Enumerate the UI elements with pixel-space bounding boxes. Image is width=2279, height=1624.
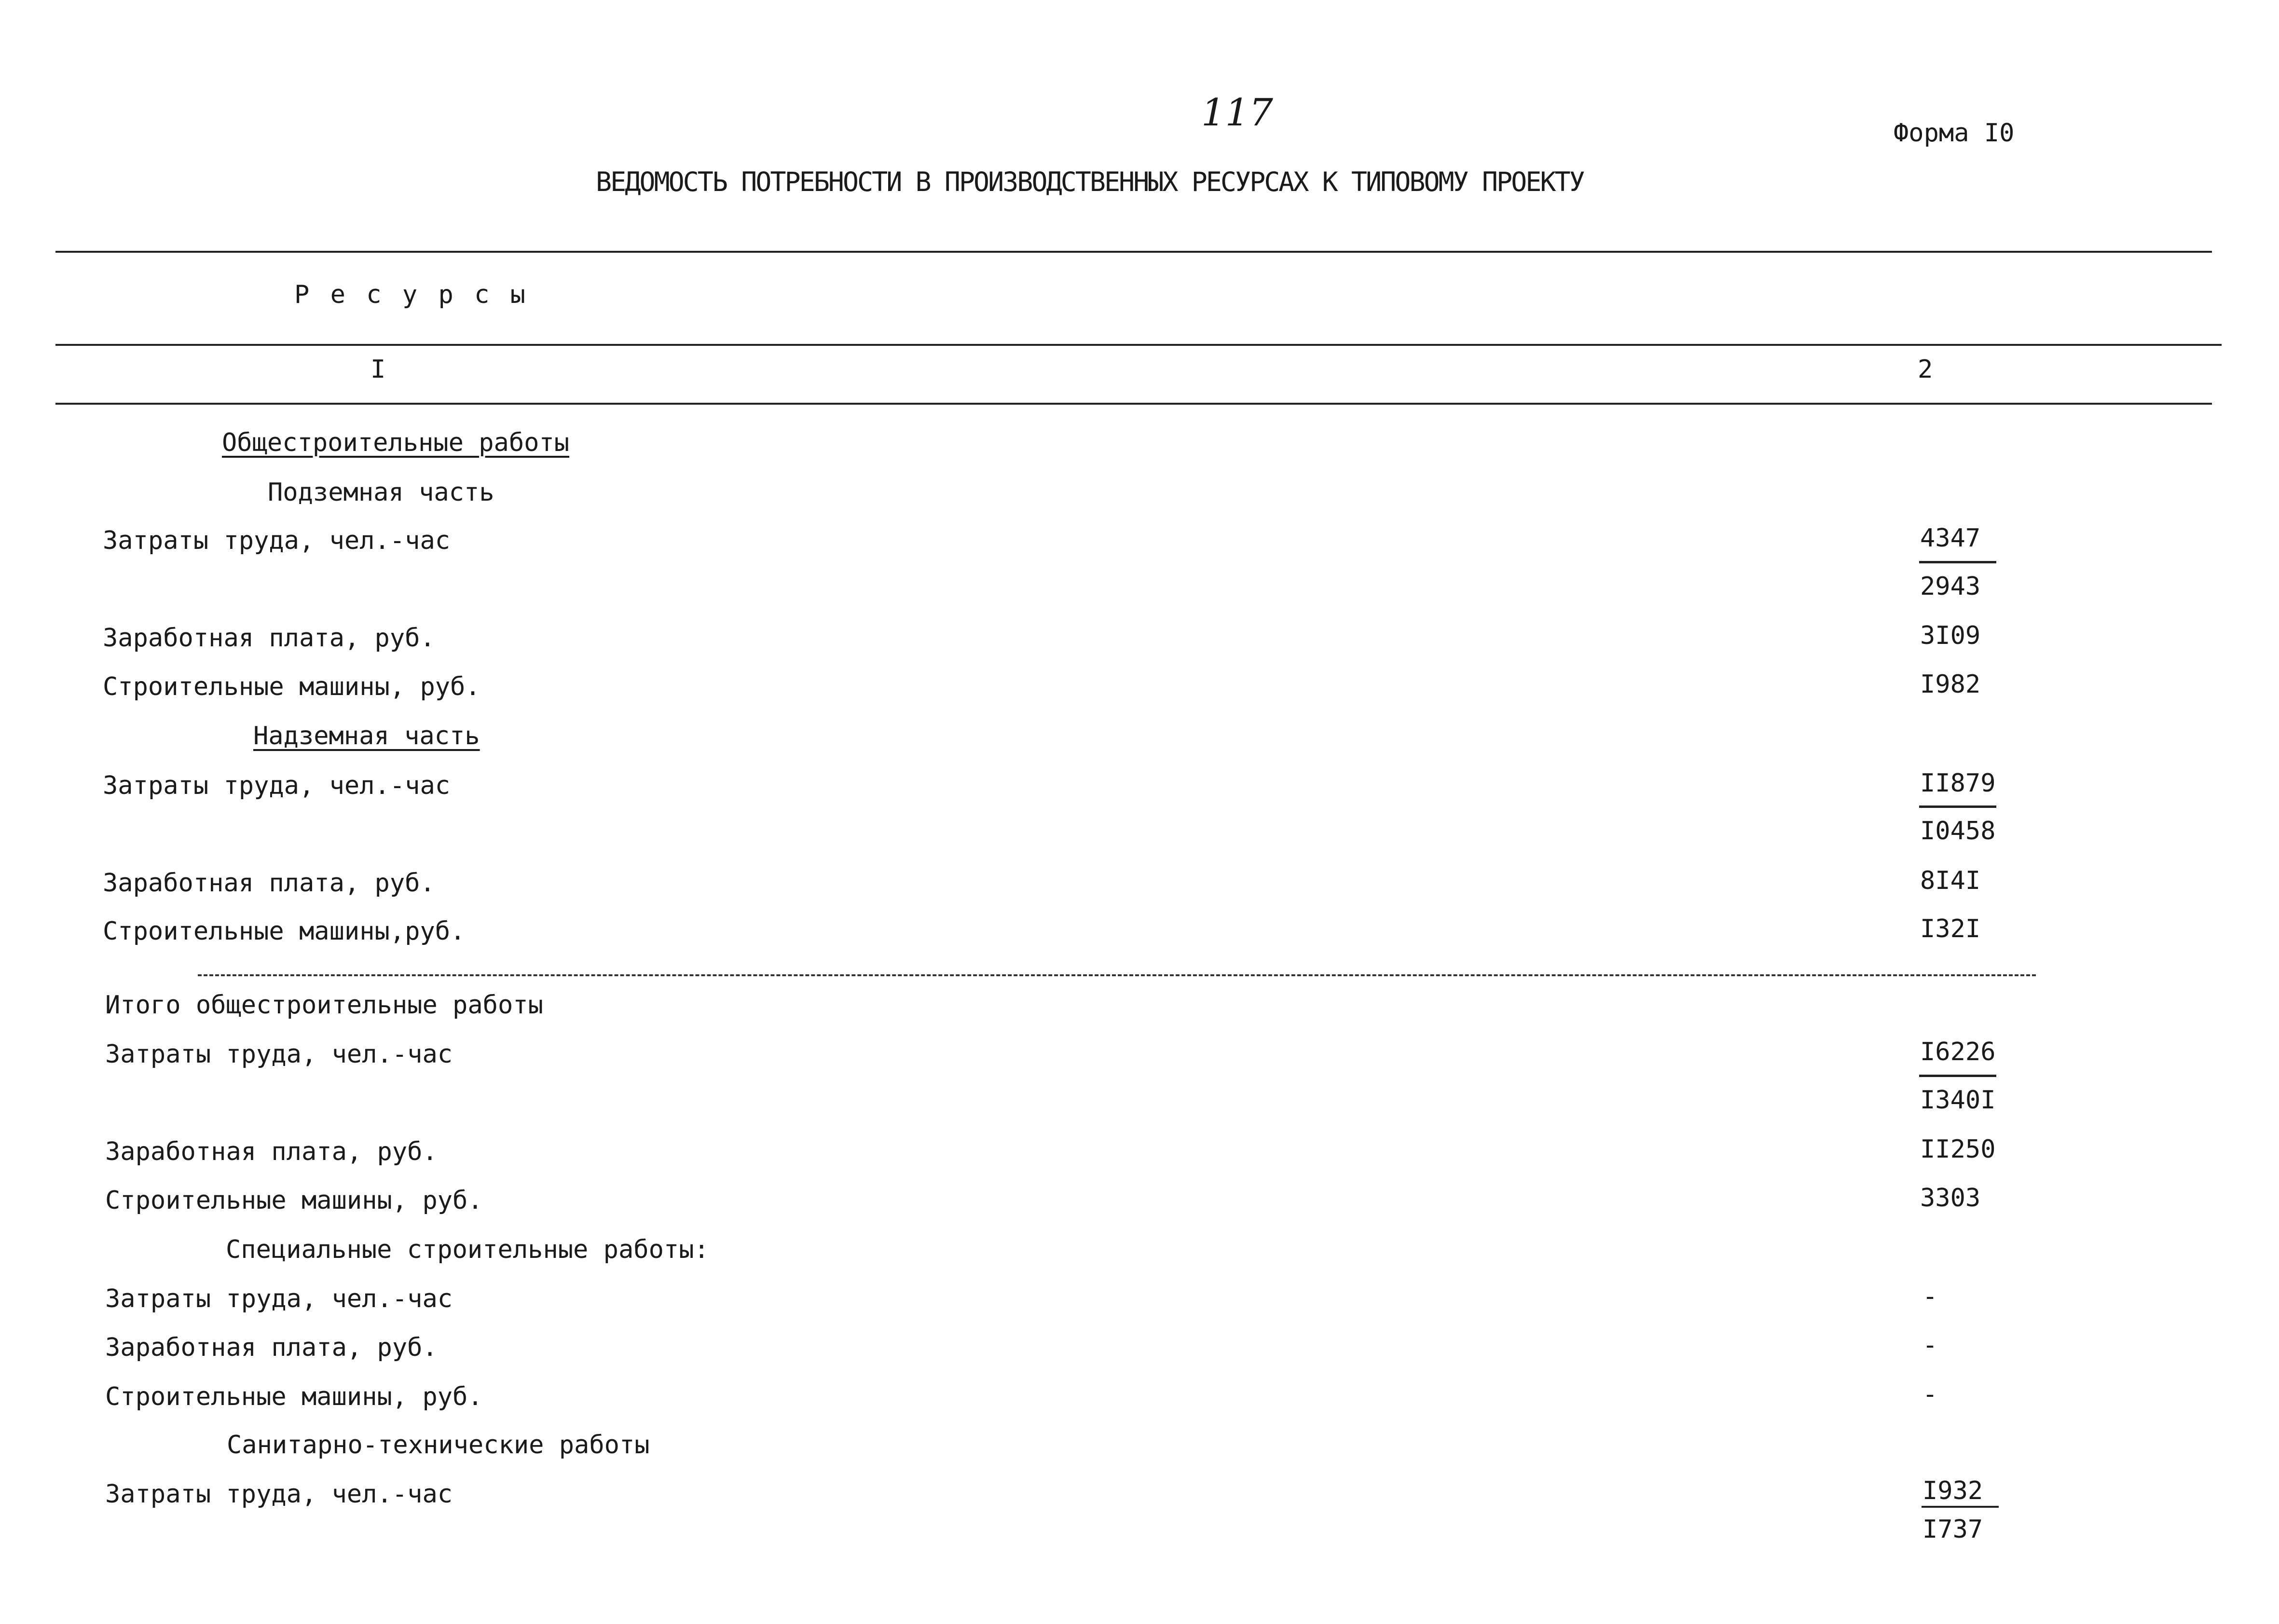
row-value: 3303 (1920, 1184, 1981, 1213)
row-label: Затраты труда, чел.-час (105, 1040, 453, 1069)
row-value: - (1922, 1331, 1938, 1360)
total-general-construction: Итого общестроительные работы (105, 991, 543, 1020)
subsection-aboveground: Надземная часть (253, 722, 480, 751)
fraction-line (1919, 805, 1996, 808)
fraction-line (1919, 561, 1996, 563)
row-label: Затраты труда, чел.-час (105, 1284, 453, 1313)
row-value-denominator: I340I (1920, 1086, 1996, 1115)
section-general-construction: Общестроительные работы (222, 428, 570, 457)
row-label: Строительные машины, руб. (103, 672, 481, 701)
header-rule (55, 344, 2222, 346)
row-value: - (1922, 1282, 1938, 1311)
column-2-number: 2 (1918, 355, 1933, 384)
resources-header: Р е с у р с ы (294, 280, 528, 309)
row-value-denominator: I737 (1922, 1515, 1983, 1544)
row-value: I6226 (1920, 1037, 1996, 1066)
section-special-works: Специальные строительные работы: (226, 1235, 709, 1264)
section-sanitary-works: Санитарно-технические работы (227, 1431, 650, 1460)
row-label: Заработная плата, руб. (105, 1137, 438, 1166)
row-label: Затраты труда, чел.-час (103, 526, 451, 555)
row-value: 8I4I (1920, 866, 1981, 895)
form-label: Форма I0 (1894, 119, 2015, 148)
row-label: Строительные машины, руб. (105, 1186, 483, 1215)
column-1-number: I (371, 355, 386, 384)
row-label: Строительные машины,руб. (103, 917, 466, 946)
table-top-rule (55, 251, 2212, 253)
row-value-denominator: I0458 (1920, 817, 1996, 846)
row-value: I982 (1920, 670, 1981, 699)
fraction-line (1922, 1506, 1999, 1508)
row-value: 4347 (1920, 524, 1981, 553)
row-value: II879 (1920, 769, 1996, 798)
row-label: Строительные машины, руб. (105, 1382, 483, 1411)
row-label: Заработная плата, руб. (105, 1333, 438, 1362)
row-label: Затраты труда, чел.-час (103, 771, 451, 800)
row-label: Затраты труда, чел.-час (105, 1480, 453, 1509)
row-value-denominator: 2943 (1920, 572, 1981, 601)
column-number-rule (55, 403, 2212, 405)
row-label: Заработная плата, руб. (103, 869, 435, 898)
subsection-underground: Подземная часть (268, 478, 494, 507)
row-value: 3I09 (1920, 621, 1981, 650)
row-value: II250 (1920, 1135, 1996, 1164)
row-value: I32I (1920, 914, 1981, 943)
page-number: 117 (1201, 91, 1273, 135)
subtotal-rule (198, 974, 2036, 976)
row-value: I932 (1922, 1476, 1983, 1505)
row-label: Заработная плата, руб. (103, 624, 435, 653)
row-value: - (1922, 1380, 1938, 1409)
document-title: ВЕДОМОСТЬ ПОТРЕБНОСТИ В ПРОИЗВОДСТВЕННЫХ РЕСУРСАХ К ТИПОВОМУ ПРОЕКТУ (596, 166, 1584, 197)
fraction-line (1919, 1075, 1996, 1077)
